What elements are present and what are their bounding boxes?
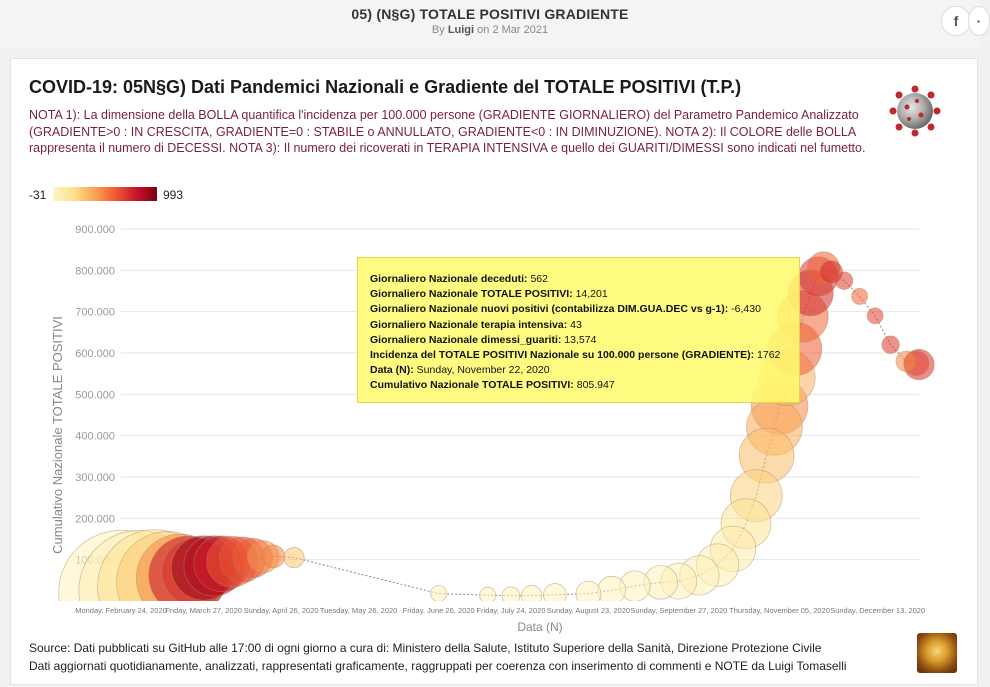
facebook-share-button[interactable] xyxy=(941,6,971,36)
tooltip-label: Incidenza del TOTALE POSITIVI Nazionale su 100.000 persone (GRADIENTE): xyxy=(370,349,755,362)
x-tick-label: Sunday, April 26, 2020 xyxy=(243,606,319,615)
data-bubble[interactable] xyxy=(431,586,447,602)
tooltip-value: Sunday, November 22, 2020 xyxy=(413,364,550,377)
x-tick-label: Tuesday, May 26, 2020 xyxy=(319,606,398,615)
y-tick-label: 700.000 xyxy=(75,306,115,319)
chart-notes: NOTA 1): La dimensione della BOLLA quantifica l'incidenza per 100.000 persone (GRADIENTE GIORNALIERO) del Parametro Pandemico Analizzato (GRADIENTE>0 : IN CRESCITA, GRADIENTE=0 : STABILE o ANNULLATO, GRADIENTE<0 : IN DIMINUZIONE). NOTA 2): Il COLORE delle BOLLA rappresenta il numero di DECESSI. NOTA 3): Il numero dei ricoverati in TERAPIA INTENSIVA e quello dei GUARITI/DIMESSI sono indicati nel fumetto. xyxy=(29,108,866,155)
data-bubble[interactable] xyxy=(882,336,900,354)
source-line-1: Source: Dati pubblicati su GitHub alle 17:00 di ogni giorno a cura di: Ministero della Salute, Istituto Superiore della Sanità, Direzione Protezione Civile xyxy=(29,641,822,655)
data-bubble[interactable] xyxy=(598,576,626,604)
post-date: on 2 Mar 2021 xyxy=(477,24,549,36)
source-line-2: Dati aggiornati quotidianamente, analizzati, rappresentati graficamente, raggruppati per coerenza con inserimento di commenti e NOTE da Luigi Tomaselli xyxy=(29,659,847,673)
tooltip-row xyxy=(370,363,799,378)
tooltip-label: Giornaliero Nazionale deceduti: xyxy=(370,273,528,285)
chart-title: COVID-19: 05N§G) Dati Pandemici Nazionali e Gradiente del TOTALE POSITIVI (T.P.) xyxy=(29,77,742,97)
tooltip-row xyxy=(370,318,799,333)
data-bubble[interactable] xyxy=(867,308,883,324)
y-tick-label: 600.000 xyxy=(75,348,115,360)
source-note xyxy=(29,639,909,675)
tooltip-value: 562 xyxy=(527,273,548,285)
tooltip-label: Giornaliero Nazionale dimessi_guariti: xyxy=(370,333,562,346)
x-tick-label: Sunday, September 27, 2020 xyxy=(630,606,728,615)
author-link[interactable]: Luigi xyxy=(447,24,475,36)
x-tick-label: Monday, February 24, 2020 xyxy=(75,606,167,615)
facebook-icon: f xyxy=(953,13,959,29)
y-axis-title: Cumulativo Nazionale TOTALE POSITIVI xyxy=(50,316,65,554)
tooltip-value: 13,574 xyxy=(561,333,597,346)
byline-prefix: By xyxy=(431,24,445,36)
tooltip-row xyxy=(370,272,799,287)
byline xyxy=(0,24,980,36)
tooltip-row xyxy=(370,348,799,363)
x-tick-label: Sunday, December 13, 2020 xyxy=(830,606,926,615)
tooltip-value: 1762 xyxy=(754,349,781,362)
color-legend-gradient xyxy=(53,187,157,201)
coronavirus-icon xyxy=(887,83,943,139)
y-tick-label: 500.000 xyxy=(75,389,115,402)
tooltip-row xyxy=(370,378,799,393)
post-title: 05) (N§G) TOTALE POSITIVI GRADIENTE xyxy=(351,6,629,22)
tooltip-label: Data (N): xyxy=(370,364,414,377)
tooltip-row xyxy=(370,302,799,317)
data-bubble[interactable] xyxy=(502,587,520,605)
tooltip-value: 14,201 xyxy=(572,288,608,301)
data-bubble[interactable] xyxy=(896,351,916,371)
x-axis-title: Data (N) xyxy=(517,620,563,634)
tooltip-label: Giornaliero Nazionale TOTALE POSITIVI: xyxy=(370,288,573,301)
x-tick-label: Sunday, August 23, 2020 xyxy=(546,606,631,615)
tooltip-value: 805.947 xyxy=(573,379,615,392)
author-logo xyxy=(917,633,957,673)
data-bubble[interactable] xyxy=(480,587,496,603)
x-tick-label: Friday, March 27, 2020 xyxy=(165,606,242,615)
x-tick-label: Friday, July 24, 2020 xyxy=(476,606,546,615)
share-button[interactable] xyxy=(968,6,990,36)
data-bubble[interactable] xyxy=(262,545,285,568)
tooltip-value: 43 xyxy=(567,318,582,331)
x-tick-label: Thursday, November 05, 2020 xyxy=(729,606,830,615)
data-bubble[interactable] xyxy=(284,547,304,567)
data-bubble[interactable] xyxy=(543,583,566,606)
x-tick-label: Friday, June 26, 2020 xyxy=(402,606,475,615)
data-bubble[interactable] xyxy=(576,581,601,606)
color-legend-max: 993 xyxy=(163,188,184,202)
y-tick-label: 200.000 xyxy=(75,513,115,526)
tooltip-row xyxy=(370,333,799,348)
y-tick-label: 400.000 xyxy=(75,430,115,443)
y-tick-label: 300.000 xyxy=(75,472,115,484)
data-bubble[interactable] xyxy=(521,585,541,605)
tooltip-row xyxy=(370,287,799,302)
tooltip-label: Cumulativo Nazionale TOTALE POSITIVI: xyxy=(370,379,574,392)
chart-tooltip xyxy=(357,257,800,403)
tooltip-value: -6,430 xyxy=(728,303,761,316)
data-bubble[interactable] xyxy=(852,288,868,304)
color-legend-min: -31 xyxy=(29,188,47,202)
tooltip-label: Giornaliero Nazionale terapia intensiva: xyxy=(370,318,568,331)
data-bubble[interactable] xyxy=(835,272,853,290)
share-icon: · xyxy=(976,13,982,29)
tooltip-label: Giornaliero Nazionale nuovi positivi (contabilizza DIM.GUA.DEC vs g-1): xyxy=(370,303,729,316)
y-tick-label: 800.000 xyxy=(75,265,115,278)
y-tick-label: 900.000 xyxy=(75,224,115,236)
